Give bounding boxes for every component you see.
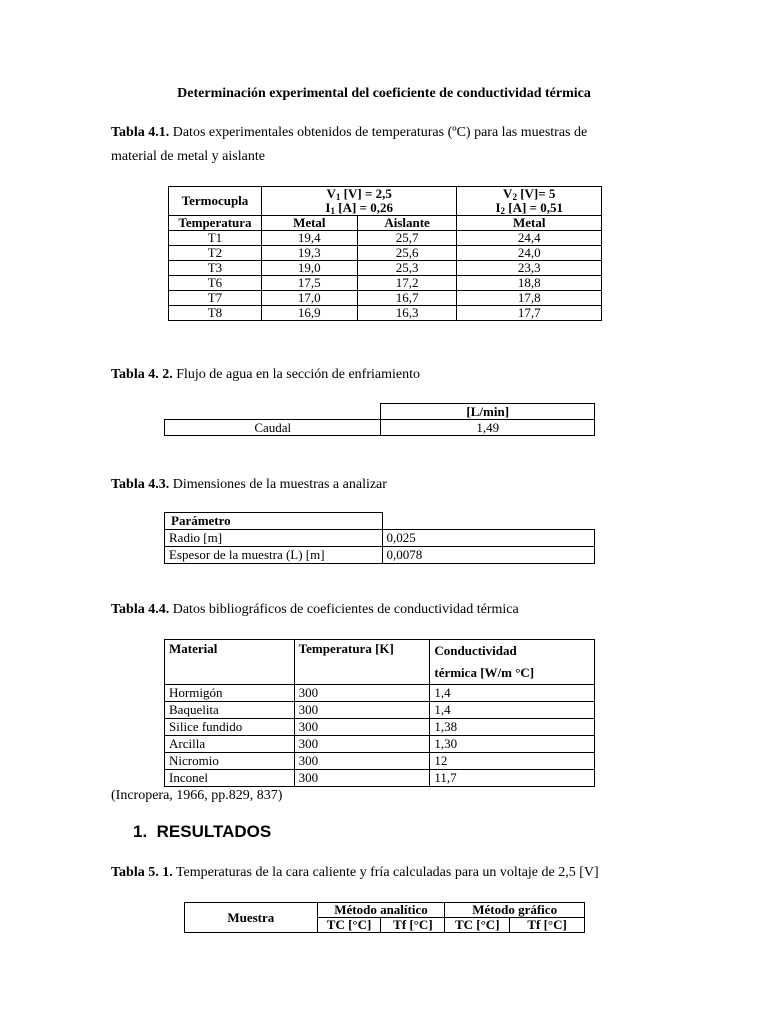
table-4-1-caption-line2: material de metal y aislante [111,149,265,164]
header-tc-grafico: TC [°C] [445,918,510,933]
table-row: T1 19,4 25,7 24,4 [169,231,602,246]
header-v1: $V_1$ [V] = 2,5 [261,187,457,202]
table-4-4-label: Tabla 4.4. [111,602,170,617]
header-aislante: Aislante [357,216,457,231]
table-row: Inconel 300 11,7 [165,770,595,787]
table-4-2 [164,403,595,436]
table-row: T8 16,9 16,3 17,7 [169,306,602,321]
table-4-1-caption-line1: Datos experimentales obtenidos de temperaturas (ºC) para las muestras de [169,125,588,140]
header-unit: [L/min] [381,404,595,420]
table-4-3-label: Tabla 4.3. [111,477,170,492]
header-metodo-grafico: Método gráfico [445,903,585,918]
header-conductividad: Conductividad térmica [W/m °C] [430,640,595,685]
table-row: Nicromio 300 12 [165,753,595,770]
header-v2: $V_2$ [V]= 5 [457,187,602,202]
table-row: Espesor de la muestra (L) [m] 0,0078 [165,547,595,564]
table-4-4-caption: Tabla 4.4. Datos bibliográficos de coeficientes de conductividad térmica [111,602,519,617]
header-metal-2: Metal [457,216,602,231]
header-temperatura: Temperatura [169,216,262,231]
header-material: Material [165,640,295,685]
table-row: T2 19,3 25,6 24,0 [169,246,602,261]
table-5-1-label: Tabla 5. 1. [111,865,173,880]
table-row: T3 19,0 25,3 23,3 [169,261,602,276]
header-muestra: Muestra [185,903,318,933]
table-4-2-caption: Tabla 4. 2. Flujo de agua en la sección de enfriamiento [111,367,420,382]
table-row: Radio [m] 0,025 [165,530,595,547]
table-row: Hormigón 300 1,4 [165,685,595,702]
table-row: Arcilla 300 1,30 [165,736,595,753]
table-row: Silice fundido 300 1,38 [165,719,595,736]
section-number: 1. [133,822,148,841]
table-4-4 [164,639,595,787]
header-metal-1: Metal [261,216,357,231]
table-row: T7 17,0 16,7 17,8 [169,291,602,306]
header-tc-analitico: TC [°C] [317,918,381,933]
table-5-1-caption: Tabla 5. 1. Temperaturas de la cara caliente y fría calculadas para un voltaje de 2,5 [V] [111,865,599,880]
header-tf-grafico: Tf [°C] [510,918,585,933]
header-i2: $I_2$ [A] = 0,51 [457,201,602,216]
table-4-1-label: Tabla 4.1. [111,125,170,140]
header-termocupla: Termocupla [169,187,262,216]
table-4-3-caption: Tabla 4.3. Dimensiones de la muestras a analizar [111,477,387,492]
table-4-2-label: Tabla 4. 2. [111,367,173,382]
section-heading [133,822,271,842]
table-4-1 [168,186,602,321]
section-title: RESULTADOS [156,822,272,841]
table-row: T6 17,5 17,2 18,8 [169,276,602,291]
table-5-1 [184,902,585,933]
header-parametro: Parámetro [165,513,383,530]
header-metodo-analitico: Método analítico [317,903,445,918]
header-tf-analitico: Tf [°C] [381,918,445,933]
header-i1: $I_1$ [A] = 0,26 [261,201,457,216]
document-title: Determinación experimental del coeficiente de conductividad térmica [177,86,591,101]
citation: (Incropera, 1966, pp.829, 837) [111,788,283,803]
table-row: Caudal 1,49 [165,420,595,436]
table-4-1-caption [111,121,651,169]
header-temperatura-k: Temperatura [K] [294,640,430,685]
table-4-3 [164,512,595,564]
table-row: Baquelita 300 1,4 [165,702,595,719]
